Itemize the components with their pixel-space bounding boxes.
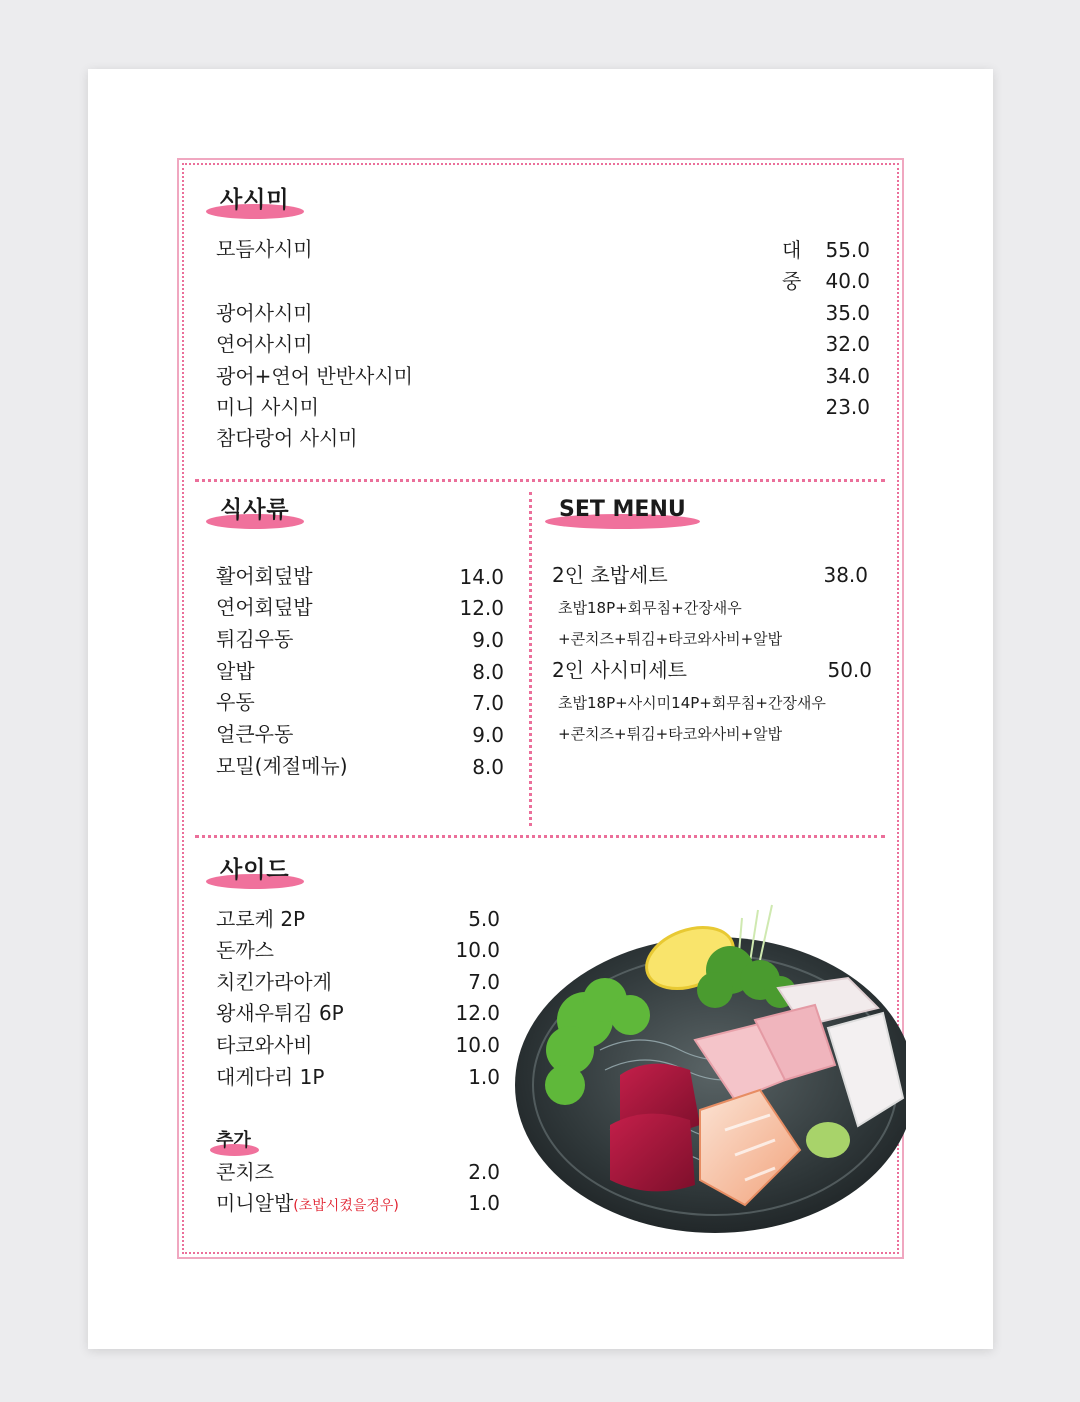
menu-item-name: 우동 <box>216 690 255 714</box>
divider-side <box>195 835 885 838</box>
menu-item-name <box>216 1190 399 1219</box>
menu-item-price: 55.0 <box>825 238 870 262</box>
menu-item-price: 7.0 <box>472 691 504 715</box>
menu-item-price: 35.0 <box>825 301 870 325</box>
menu-item-price: 1.0 <box>468 1191 500 1215</box>
menu-item-name: 치킨가라아게 <box>216 970 332 994</box>
menu-item-price: 12.0 <box>459 596 504 620</box>
set-menu-price: 50.0 <box>827 658 872 682</box>
menu-item-price: 40.0 <box>825 269 870 293</box>
menu-item-note: (초밥시켰을경우) <box>293 1198 399 1214</box>
menu-item-price: 32.0 <box>825 332 870 356</box>
section-title-set-menu: SET MENU <box>557 495 686 529</box>
divider-meals-set <box>529 492 532 826</box>
menu-item-price: 5.0 <box>468 907 500 931</box>
menu-item-price: 10.0 <box>455 938 500 962</box>
menu-item-name: 미니 사시미 <box>216 395 319 419</box>
menu-item-name: 광어+연어 반반사시미 <box>216 364 413 388</box>
set-menu-name: 2인 초밥세트 <box>552 563 668 587</box>
menu-item-name: 고로케 2P <box>216 907 306 931</box>
menu-item-price: 12.0 <box>455 1001 500 1025</box>
menu-item-name: 왕새우튀김 6P <box>216 1001 344 1025</box>
menu-item-name: 알밥 <box>216 659 255 683</box>
menu-item-price: 1.0 <box>468 1065 500 1089</box>
set-menu-desc: 초밥18P+사시미14P+회무침+간장새우 <box>558 694 826 712</box>
menu-item-name: 콘치즈 <box>216 1160 274 1184</box>
sashimi-plate-illustration <box>510 900 906 1240</box>
menu-item-price: 9.0 <box>472 628 504 652</box>
menu-item-name: 대게다리 1P <box>216 1065 325 1089</box>
section-title-extra: 추가 <box>216 1130 251 1156</box>
tuna-slices <box>610 1064 700 1192</box>
menu-item-name: 연어회덮밥 <box>216 595 313 619</box>
menu-item-name: 튀김우동 <box>216 627 294 651</box>
menu-item-name: 광어사시미 <box>216 301 313 325</box>
section-title-meals: 식사류 <box>218 495 290 529</box>
menu-item-name: 돈까스 <box>216 938 274 962</box>
divider-sashimi <box>195 479 885 482</box>
menu-item-name: 얼큰우동 <box>216 722 294 746</box>
menu-item-price: 7.0 <box>468 970 500 994</box>
set-menu-desc: 초밥18P+회무침+간장새우 <box>558 599 742 617</box>
size-label-large: 대 <box>782 238 802 262</box>
menu-item-price: 34.0 <box>825 364 870 388</box>
set-menu-desc: +콘치즈+튀김+타코와사비+알밥 <box>558 630 783 648</box>
menu-item-price: 8.0 <box>472 660 504 684</box>
menu-item-name: 타코와사비 <box>216 1033 313 1057</box>
menu-item-price: 23.0 <box>825 395 870 419</box>
menu-item-price: 14.0 <box>459 565 504 589</box>
section-title-side: 사이드 <box>218 855 290 889</box>
menu-item-name: 모듬사시미 <box>216 237 313 261</box>
menu-item-name: 참다랑어 사시미 <box>216 426 358 450</box>
wasabi <box>806 1122 850 1158</box>
set-menu-desc: +콘치즈+튀김+타코와사비+알밥 <box>558 725 783 743</box>
section-title-sashimi: 사시미 <box>218 185 290 219</box>
menu-item-price: 9.0 <box>472 723 504 747</box>
menu-item-name: 연어사시미 <box>216 332 313 356</box>
menu-item-name: 활어회덮밥 <box>216 564 313 588</box>
set-menu-name: 2인 사시미세트 <box>552 658 688 682</box>
menu-item-price: 2.0 <box>468 1160 500 1184</box>
size-label-medium: 중 <box>782 269 802 293</box>
menu-item-label: 미니알밥 <box>216 1191 294 1215</box>
menu-item-price: 10.0 <box>455 1033 500 1057</box>
set-menu-price: 38.0 <box>823 563 868 587</box>
menu-item-price: 8.0 <box>472 755 504 779</box>
menu-item-name: 모밀(계절메뉴) <box>216 754 348 778</box>
